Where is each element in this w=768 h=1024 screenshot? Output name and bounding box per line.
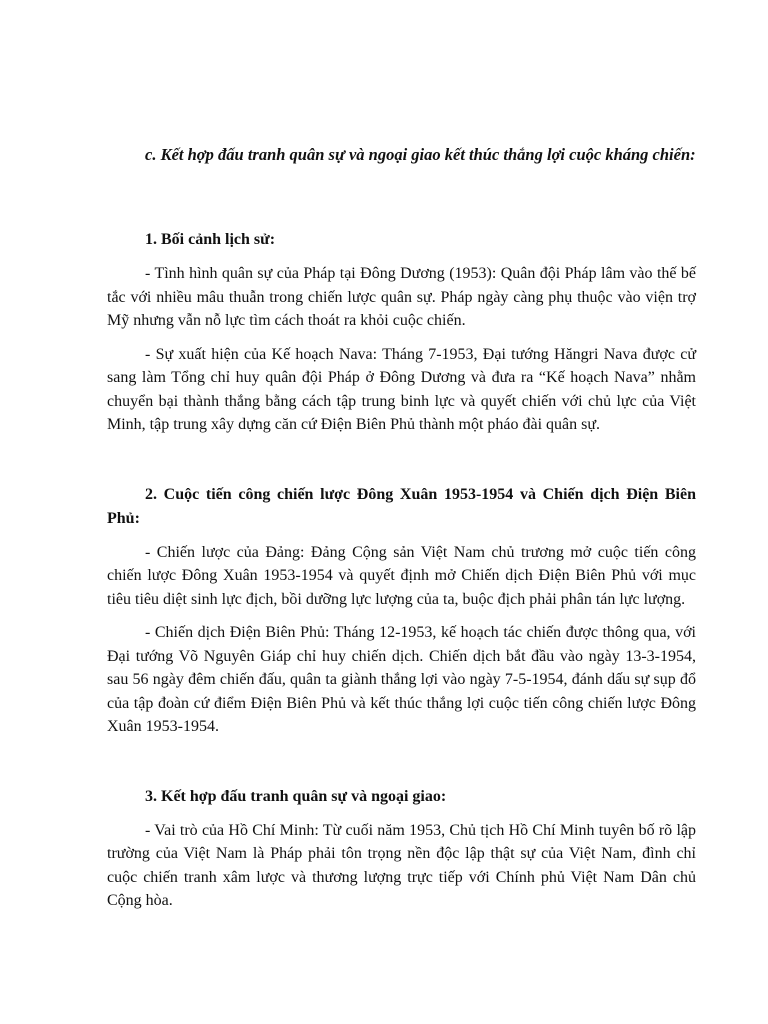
section-3-paragraph-1: - Vai trò của Hồ Chí Minh: Từ cuối năm 1953, Chủ tịch Hồ Chí Minh tuyên bố rõ lập trường của Việt Nam là Pháp phải tôn trọng nền độc lập thật sự của Việt Nam, đình chỉ cuộc chiến tranh xâm lược và thương lượng trực tiếp với Chính phủ Việt Nam Dân chủ Cộng hòa. [107, 821, 696, 909]
section-heading-2: 2. Cuộc tiến công chiến lược Đông Xuân 1953-1954 và Chiến dịch Điện Biên Phủ: [107, 485, 696, 527]
section-heading-1: 1. Bối cảnh lịch sử: [145, 231, 276, 248]
document-body [107, 143, 696, 913]
section-1-paragraph-1: - Tình hình quân sự của Pháp tại Đông Dương (1953): Quân đội Pháp lâm vào thế bế tắc với nhiều mâu thuẫn trong chiến lược quân sự. Pháp ngày càng phụ thuộc vào viện trợ Mỹ nhưng vẫn nỗ lực tìm cách thoát ra khỏi cuộc chiến. [107, 265, 696, 329]
section-1-paragraph-2: - Sự xuất hiện của Kế hoạch Nava: Tháng 7-1953, Đại tướng Hăngri Nava được cử sang làm Tổng chỉ huy quân đội Pháp ở Đông Dương và đưa ra “Kế hoạch Nava” nhằm chuyển bại thành thắng bằng cách tập trung binh lực và quyết chiến với chủ lực của Việt Minh, tập trung xây dựng căn cứ Điện Biên Phủ thành một pháo đài quân sự. [107, 345, 696, 433]
document-title: c. Kết hợp đấu tranh quân sự và ngoại giao kết thúc thắng lợi cuộc kháng chiến: [145, 145, 696, 164]
section-heading-3: 3. Kết hợp đấu tranh quân sự và ngoại giao: [145, 787, 447, 805]
section-2-paragraph-1: - Chiến lược của Đảng: Đảng Cộng sản Việt Nam chủ trương mở cuộc tiến công chiến lược Đông Xuân 1953-1954 và quyết định mở Chiến dịch Điện Biên Phủ với mục tiêu tiêu diệt sinh lực địch, bồi dưỡng lực lượng của ta, buộc địch phải phân tán lực lượng. [107, 543, 696, 608]
section-2-paragraph-2: - Chiến dịch Điện Biên Phủ: Tháng 12-1953, kế hoạch tác chiến được thông qua, với Đại tướng Võ Nguyên Giáp chỉ huy chiến dịch. Chiến dịch bắt đầu vào ngày 13-3-1954, sau 56 ngày đêm chiến đấu, quân ta giành thắng lợi vào ngày 7-5-1954, đánh dấu sự sụp đổ của tập đoàn cứ điểm Điện Biên Phủ và kết thúc thắng lợi cuộc tiến công chiến lược Đông Xuân 1953-1954. [107, 624, 696, 735]
